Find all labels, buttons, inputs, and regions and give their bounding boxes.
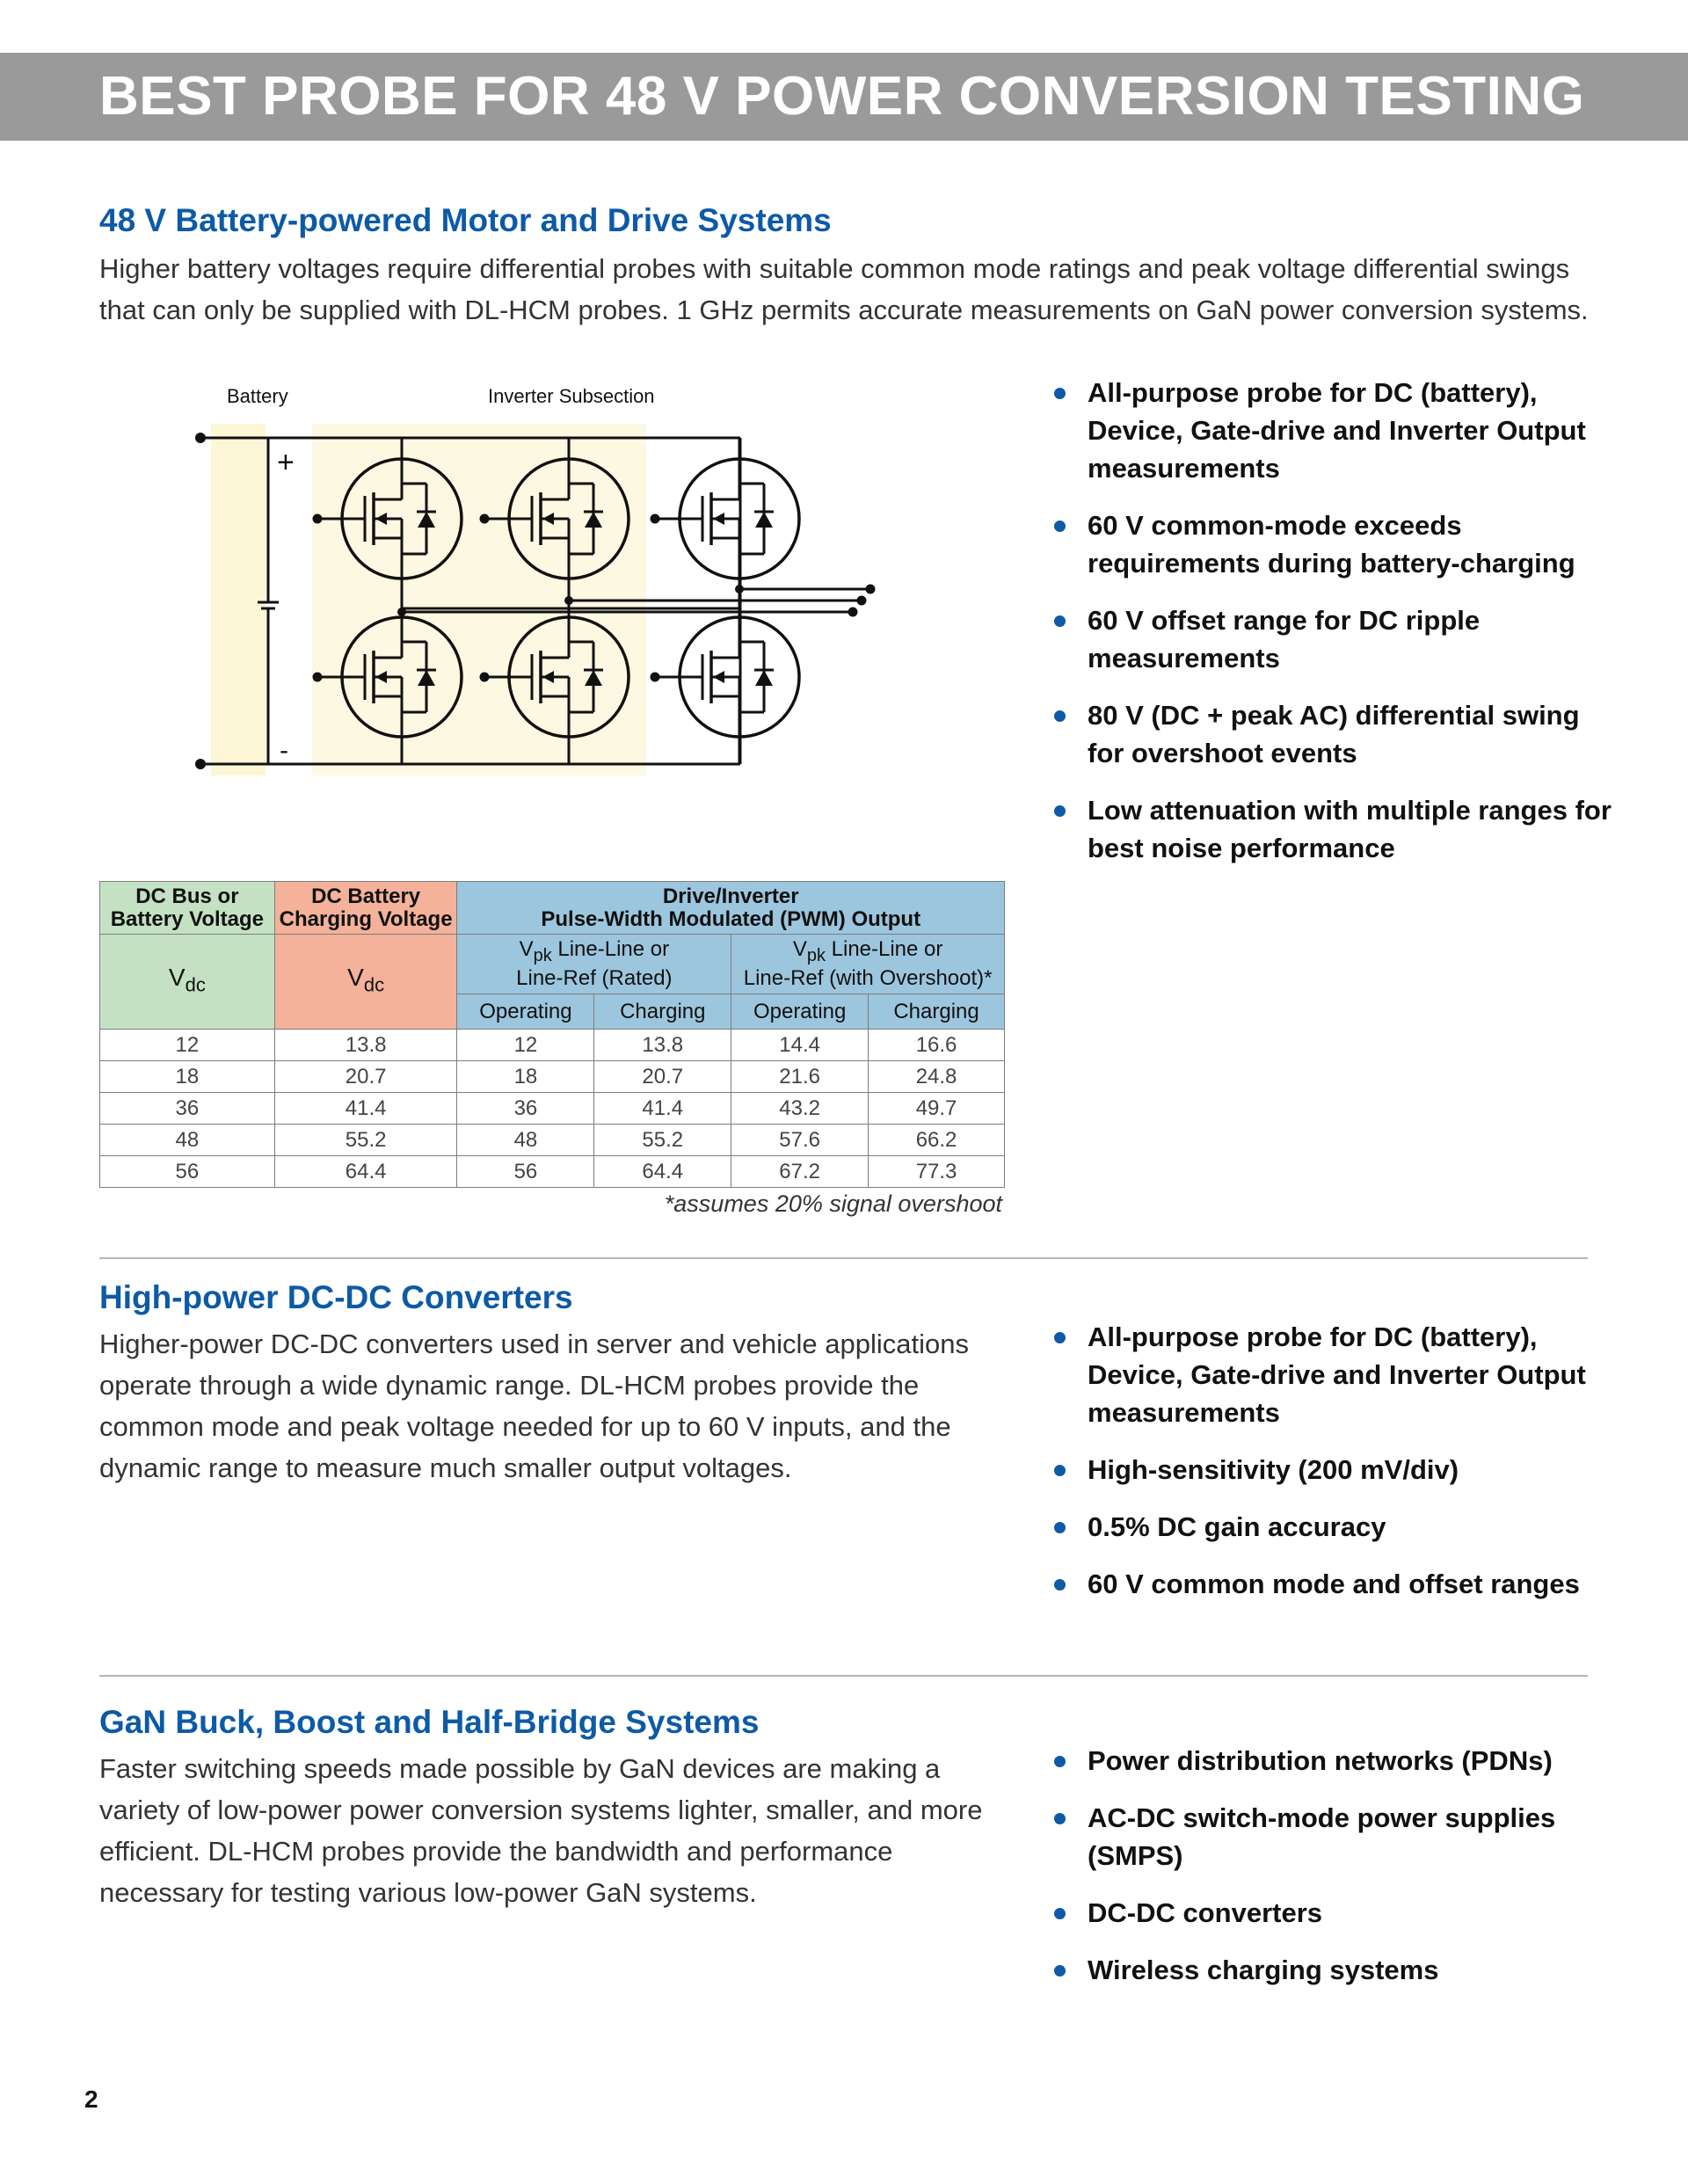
table-cell: 16.6: [869, 1030, 1005, 1061]
table-header-vdc-charging: $V_{dc}$: [274, 935, 457, 1030]
bullet-text: High-sensitivity (200 mV/div): [1088, 1454, 1459, 1485]
table-header-pwm-output: Drive/Inverter Pulse-Width Modulated (PWM) Output: [457, 882, 1005, 935]
bullet-item: [1051, 1451, 1613, 1489]
table-row: [100, 1156, 1005, 1188]
bullet-item: [1051, 1894, 1613, 1932]
bullet-item: [1051, 1742, 1613, 1780]
table-header-charging: Charging: [869, 994, 1005, 1030]
bullet-text: DC-DC converters: [1088, 1897, 1323, 1928]
table-header-vpk-rated: $V_{pk}$ Line-Line or Line-Ref (Rated): [457, 935, 731, 994]
phase-output-node: [848, 608, 858, 617]
bullet-text: Low attenuation with multiple ranges for best noise performance: [1088, 795, 1612, 863]
table-cell: 41.4: [594, 1093, 731, 1125]
bullet-list-motor-drive: [1051, 374, 1613, 886]
bullet-dot-icon: [1054, 615, 1066, 627]
inverter-circuit-diagram: [185, 378, 888, 783]
phase-output-node: [866, 585, 876, 594]
terminal-node-bottom: [195, 759, 206, 769]
bullet-text: Power distribution networks (PDNs): [1088, 1745, 1553, 1776]
table-cell: 20.7: [274, 1061, 457, 1093]
bullet-dot-icon: [1054, 710, 1066, 722]
bullet-dot-icon: [1054, 1332, 1066, 1343]
section-divider: [99, 1675, 1588, 1677]
table-cell: 57.6: [731, 1125, 869, 1156]
section-text-gan: Faster switching speeds made possible by GaN devices are making a variety of low-power power conversion systems lighter, smaller, and more efficient. DL-HCM probes provide the bandwidth and performance necessary for testing various low-power GaN systems.: [99, 1753, 983, 1908]
table-cell: 67.2: [731, 1156, 869, 1188]
battery-region: [211, 424, 266, 775]
bullet-text: All-purpose probe for DC (battery), Device, Gate-drive and Inverter Output measurements: [1088, 1321, 1586, 1428]
voltage-table: [99, 881, 1005, 1188]
table-cell: 56: [457, 1156, 594, 1188]
table-cell: 12: [100, 1030, 275, 1061]
bullet-item: [1051, 1508, 1613, 1546]
table-cell: 13.8: [594, 1030, 731, 1061]
bullet-dot-icon: [1054, 805, 1066, 817]
battery-minus-sign: -: [280, 736, 288, 765]
table-header-charging-voltage: DC Battery Charging Voltage: [274, 882, 457, 935]
bullet-list-dc-dc: [1051, 1318, 1613, 1622]
terminal-node-top: [195, 433, 206, 443]
table-cell: 48: [100, 1125, 275, 1156]
table-cell: 55.2: [594, 1125, 731, 1156]
bullet-dot-icon: [1054, 1813, 1066, 1824]
table-cell: 41.4: [274, 1093, 457, 1125]
page-number: 2: [84, 2086, 98, 2113]
bullet-text: Wireless charging systems: [1088, 1955, 1439, 1985]
table-cell: 21.6: [731, 1061, 869, 1093]
table-cell: 24.8: [869, 1061, 1005, 1093]
table-cell: 18: [457, 1061, 594, 1093]
bullet-item: [1051, 601, 1613, 677]
bullet-item: [1051, 1799, 1613, 1875]
bullet-dot-icon: [1054, 1465, 1066, 1476]
bullet-dot-icon: [1054, 1908, 1066, 1919]
bullet-text: 60 V offset range for DC ripple measurements: [1088, 605, 1481, 673]
bullet-list-gan: [1051, 1742, 1613, 2008]
page-banner: [0, 53, 1688, 141]
table-header-bus-voltage: DC Bus or Battery Voltage: [100, 882, 275, 935]
inverter-label: Inverter Subsection: [488, 385, 655, 407]
table-header-vpk-overshoot: $V_{pk}$ Line-Line or Line-Ref (with Overshoot)*: [731, 935, 1005, 994]
battery-plus-sign: +: [277, 446, 295, 479]
table-cell: 18: [100, 1061, 275, 1093]
table-cell: 20.7: [594, 1061, 731, 1093]
phase-output-node: [857, 596, 867, 606]
bullet-item: [1051, 374, 1613, 487]
bullet-item: [1051, 506, 1613, 582]
table-cell: 12: [457, 1030, 594, 1061]
table-cell: 77.3: [869, 1156, 1005, 1188]
table-row: [100, 1093, 1005, 1125]
table-cell: 48: [457, 1125, 594, 1156]
bullet-dot-icon: [1054, 388, 1066, 399]
table-cell: 36: [457, 1093, 594, 1125]
battery-label: Battery: [227, 385, 288, 407]
bullet-text: All-purpose probe for DC (battery), Device, Gate-drive and Inverter Output measurements: [1088, 377, 1586, 484]
table-cell: 56: [100, 1156, 275, 1188]
bullet-text: 0.5% DC gain accuracy: [1088, 1511, 1386, 1542]
table-cell: 13.8: [274, 1030, 457, 1061]
table-footnote: *assumes 20% signal overshoot: [664, 1190, 1002, 1217]
junction-node: [397, 608, 406, 616]
bullet-item: [1051, 791, 1613, 867]
table-header-operating: Operating: [457, 994, 594, 1030]
junction-node: [564, 596, 573, 605]
bullet-text: 80 V (DC + peak AC) differential swing for overshoot events: [1088, 700, 1580, 768]
bullet-dot-icon: [1054, 521, 1066, 532]
junction-node: [735, 585, 744, 593]
bullet-item: [1051, 1951, 1613, 1989]
table-row: [100, 1030, 1005, 1061]
table-cell: 64.4: [274, 1156, 457, 1188]
table-cell: 66.2: [869, 1125, 1005, 1156]
bullet-dot-icon: [1054, 1965, 1066, 1977]
table-row: [100, 1061, 1005, 1093]
table-header-operating: Operating: [731, 994, 869, 1030]
mosfet-symbol: [651, 459, 800, 579]
section-title-dc-dc: High-power DC-DC Converters: [99, 1279, 573, 1315]
page-title: BEST PROBE FOR 48 V POWER CONVERSION TESTING: [99, 66, 1585, 127]
bullet-text: AC-DC switch-mode power supplies (SMPS): [1088, 1802, 1556, 1871]
table-cell: 49.7: [869, 1093, 1005, 1125]
mosfet-symbol: [651, 617, 800, 737]
section-divider: [99, 1257, 1588, 1259]
table-cell: 36: [100, 1093, 275, 1125]
bullet-item: [1051, 1565, 1613, 1603]
bullet-dot-icon: [1054, 1756, 1066, 1767]
table-cell: 55.2: [274, 1125, 457, 1156]
table-cell: 43.2: [731, 1093, 869, 1125]
bullet-dot-icon: [1054, 1579, 1066, 1591]
bullet-item: [1051, 1318, 1613, 1431]
section-text-motor-drive: Higher battery voltages require differential probes with suitable common mode ratings and peak voltage differential swings that can only be supplied with DL-HCM probes. 1 GHz permits accurate measurements on GaN power conversion systems.: [99, 253, 1589, 325]
table-row: [100, 1125, 1005, 1156]
section-title-gan: GaN Buck, Boost and Half-Bridge Systems: [99, 1704, 760, 1740]
bullet-item: [1051, 696, 1613, 772]
table-cell: 14.4: [731, 1030, 869, 1061]
table-cell: 64.4: [594, 1156, 731, 1188]
bullet-text: 60 V common mode and offset ranges: [1088, 1569, 1580, 1599]
table-header-charging: Charging: [594, 994, 731, 1030]
bullet-text: 60 V common-mode exceeds requirements during battery-charging: [1088, 510, 1575, 579]
bullet-dot-icon: [1054, 1522, 1066, 1533]
section-title-motor-drive: 48 V Battery-powered Motor and Drive Systems: [99, 202, 832, 238]
table-header-vdc-bus: $V_{dc}$: [100, 935, 275, 1030]
section-text-dc-dc: Higher-power DC-DC converters used in server and vehicle applications operate through a wide dynamic range. DL-HCM probes provide the common mode and peak voltage needed for up to 60 V inputs, and the dynamic range to measure much smaller output voltages.: [99, 1329, 969, 1483]
